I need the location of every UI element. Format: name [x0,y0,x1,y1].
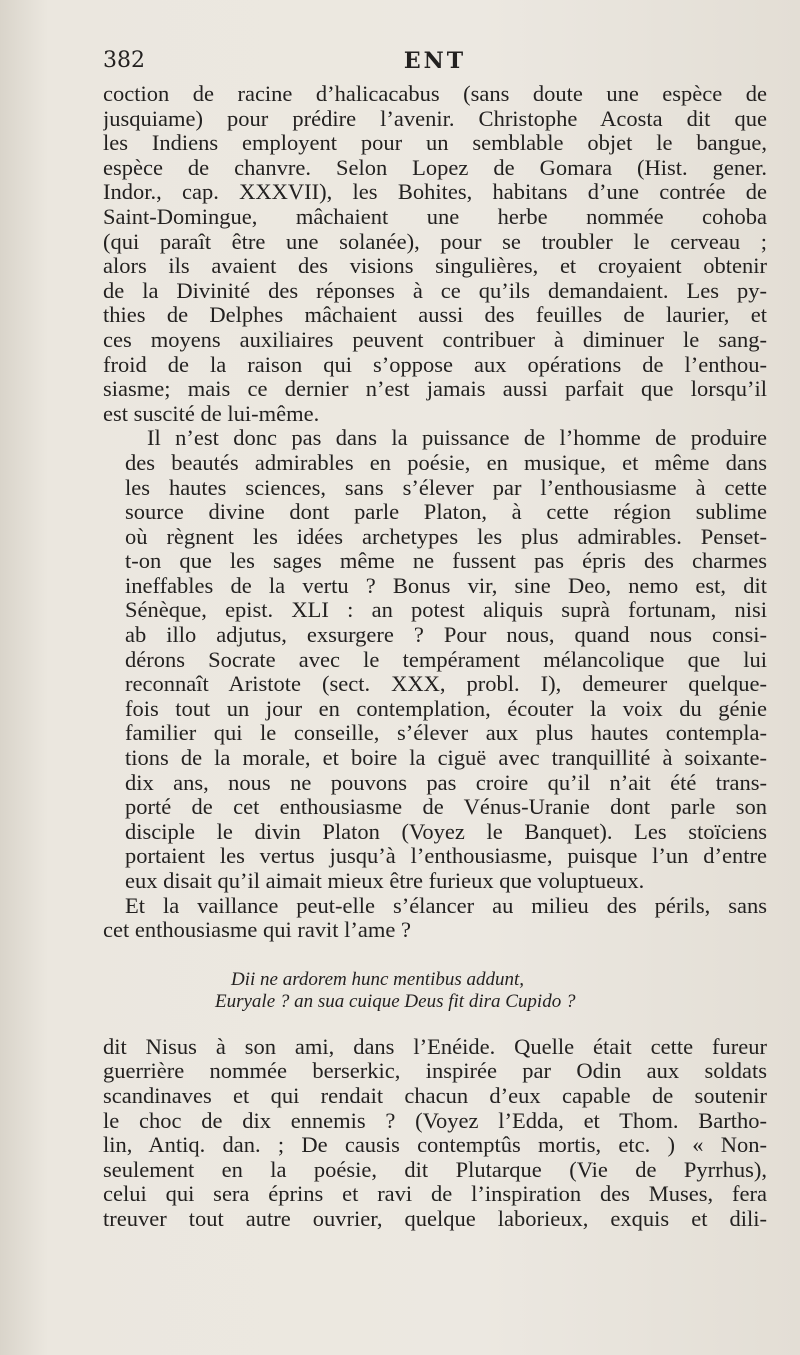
text-line: les Indiens employent pour un semblable objet le bangue, [103,131,767,156]
text-line: reconnaît Aristote (sect. XXX, probl. I), demeurer quelque- [125,672,767,697]
text-line: tions de la morale, et boire la ciguë avec tranquillité à soixante- [125,746,767,771]
page-number: 382 [103,48,145,73]
quote-line: Euryale ? an sua cuique Deus fit dira Cupido ? [215,990,576,1012]
latin-quotation [103,969,767,1013]
text-line: dit Nisus à son ami, dans l’Enéide. Quelle était cette fureur [103,1034,767,1059]
text-line: (qui paraît être une solanée), pour se troubler le cerveau ; [103,229,767,254]
text-line: espèce de chanvre. Selon Lopez de Gomara (Hist. gener. [103,155,767,180]
text-line: siasme; mais ce dernier n’est jamais aussi parfait que lorsqu’il [103,377,767,402]
text-line: des beautés admirables en poésie, en musique, et même dans [125,450,767,475]
text-line: lin, Antiq. dan. ; De causis contemptûs mortis, etc. ) « Non- [103,1133,767,1158]
text-line: les hautes sciences, sans s’élever par l’enthousiasme à cette [125,475,767,500]
paragraph-2 [103,426,767,893]
text-line: familier qui le conseille, s’élever aux plus hautes contempla- [125,721,767,746]
text-line: alors ils avaient des visions singulières, et croyaient obtenir [103,254,767,279]
text-line: dix ans, nous ne pouvons pas croire qu’il n’ait été trans- [125,770,767,795]
text-line: ces moyens auxiliaires peuvent contribuer à diminuer le sang- [103,327,767,352]
text-line: ab illo adjutus, exsurgere ? Pour nous, quand nous consi- [125,623,767,648]
paragraph-3 [103,894,767,943]
text-line: où règnent les idées archetypes les plus admirables. Penset- [125,524,767,549]
running-head: ENT [403,48,467,74]
text-line: source divine dont parle Platon, à cette région sublime [125,500,767,525]
text-line: coction de racine d’halicacabus (sans doute une espèce de [103,82,767,106]
text-line: est suscité de lui-même. [103,401,320,426]
text-line: guerrière nommée berserkic, inspirée par Odin aux soldats [103,1059,767,1084]
text-line: de la Divinité des réponses à ce qu’ils demandaient. Les py- [103,278,767,303]
text-line: Sénèque, epist. XLI : an potest aliquis suprà fortunam, nisi [125,598,767,623]
text-line: eux disait qu’il aimait mieux être furieux que voluptueux. [125,869,645,893]
text-line: Saint-Domingue, mâchaient une herbe nommée cohoba [103,204,767,229]
paragraph-1 [103,82,767,426]
text-line: ineffables de la vertu ? Bonus vir, sine Deo, nemo est, dit [125,573,767,598]
text-line: jusquiame) pour prédire l’avenir. Christophe Acosta dit que [103,106,767,131]
text-line: fois tout un jour en contemplation, écouter la voix du génie [125,696,767,721]
text-line: Et la vaillance peut-elle s’élancer au milieu des périls, sans [125,893,767,918]
text-line: froid de la raison qui s’oppose aux opérations de l’enthou- [103,352,767,377]
text-line: cet enthousiasme qui ravit l’ame ? [103,918,412,943]
text-line: Il n’est donc pas dans la puissance de l’homme de produire [147,426,767,451]
text-line: porté de cet enthousiasme de Vénus-Uranie dont parle son [125,795,767,820]
text-line: treuver tout autre ouvrier, quelque laborieux, exquis et dili- [103,1206,767,1231]
text-line: thies de Delphes mâchaient aussi des feuilles de laurier, et [103,303,767,328]
text-line: portaient les vertus jusqu’à l’enthousiasme, puisque l’un d’entre [125,844,767,869]
page-body [103,82,767,1232]
text-line: disciple le divin Platon (Voyez le Banquet). Les stoïciens [125,819,767,844]
quote-line: Dii ne ardorem hunc mentibus addunt, [231,968,525,990]
text-line: seulement en la poésie, dit Plutarque (Vie de Pyrrhus), [103,1157,767,1182]
text-line: le choc de dix ennemis ? (Voyez l’Edda, et Thom. Bartho- [103,1108,767,1133]
text-line: Indor., cap. XXXVII), les Bohites, habitans d’une contrée de [103,180,767,205]
text-line: dérons Socrate avec le tempérament mélancolique que lui [125,647,767,672]
page-header [103,48,767,78]
text-line: scandinaves et qui rendait chacun d’eux capable de soutenir [103,1083,767,1108]
text-line: celui qui sera éprins et ravi de l’inspiration des Muses, fera [103,1182,767,1207]
paragraph-4 [103,1035,767,1232]
text-line: t-on que les sages même ne fussent pas épris des charmes [125,549,767,574]
